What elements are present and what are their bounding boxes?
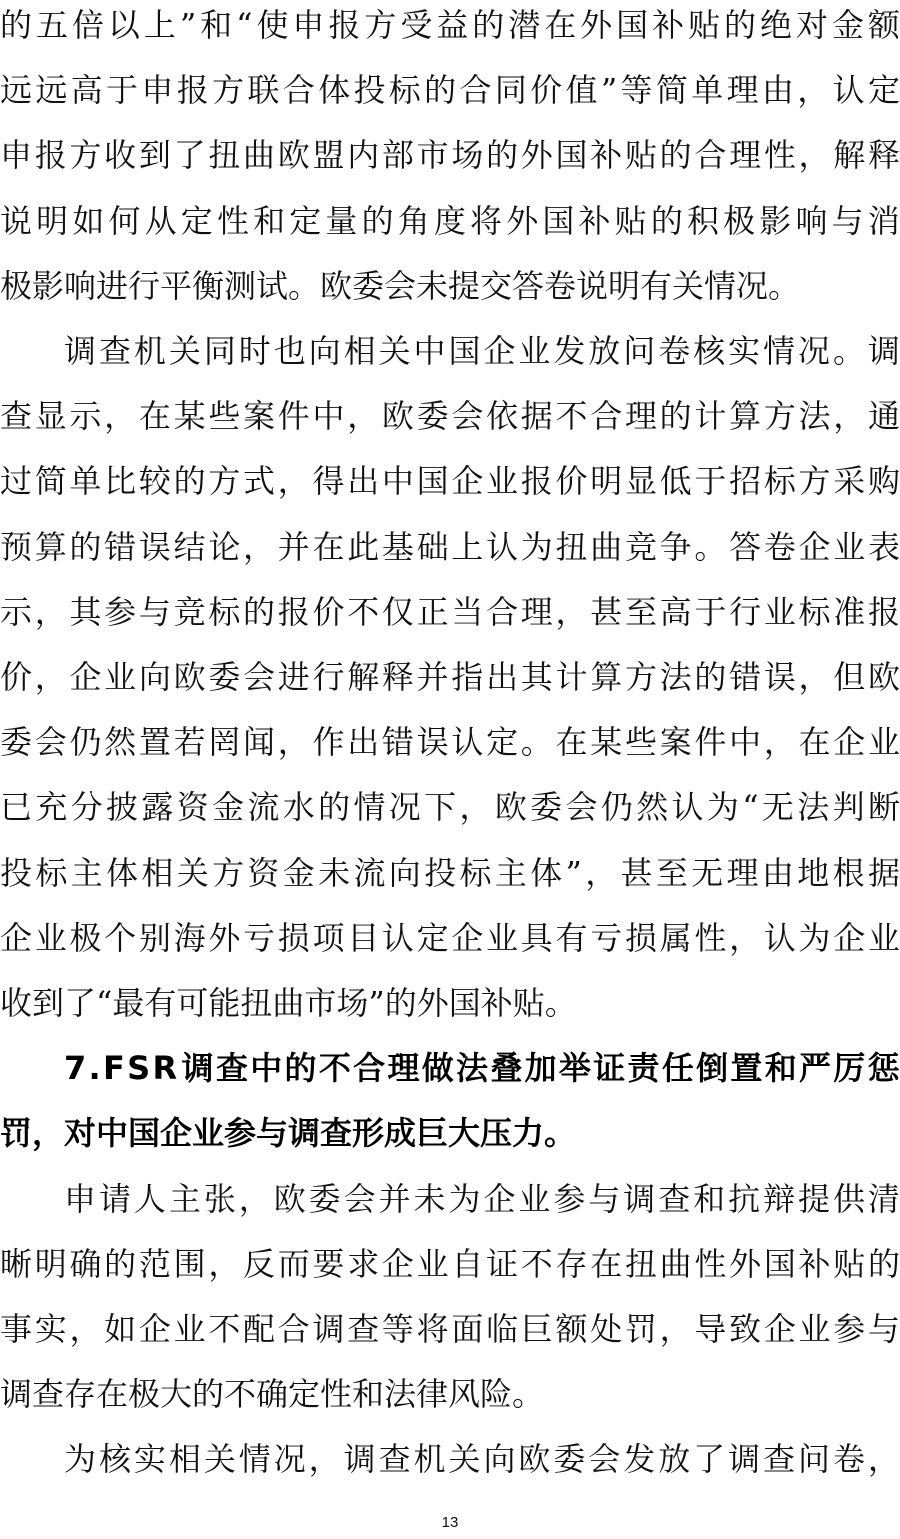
paragraph-line: 调 查 机 关 同 时 也 向 相 关 中 国 企 业 发 放 问 卷 核 实 情 况 。 调 — [64, 332, 900, 370]
paragraph-line: 极影响进行平衡测试。欧委会未提交答卷说明有关情况。 — [0, 266, 801, 305]
paragraph-line: 价 ， 企 业 向 欧 委 会 进 行 解 释 并 指 出 其 计 算 方 法 的 错 误 ， 但 欧 — [0, 658, 900, 696]
paragraph-line: 已 充 分 披 露 资 金 流 水 的 情 况 下 ， 欧 委 会 仍 然 认 为 “ 无 法 判 断 — [0, 788, 900, 827]
paragraph-line: 查 显 示 ， 在 某 些 案 件 中 ， 欧 委 会 依 据 不 合 理 的 计 算 方 法 ， 通 — [0, 397, 900, 436]
section-heading-line: 罚，对中国企业参与调查形成巨大压力。 — [0, 1114, 577, 1153]
paragraph-line: 事 实 ， 如 企 业 不 配 合 调 查 等 将 面 临 巨 额 处 罚 ， 导 致 企 业 参 与 — [0, 1310, 900, 1348]
paragraph-line: 为 核 实 相 关 情 况 ， 调 查 机 关 向 欧 委 会 发 放 了 调 查 问 卷 ， — [64, 1440, 900, 1479]
page-number: 13 — [441, 1514, 459, 1531]
paragraph-line: 企 业 极 个 别 海 外 亏 损 项 目 认 定 企 业 具 有 亏 损 属 性 ， 认 为 企 业 — [0, 918, 900, 957]
paragraph-line: 过 简 单 比 较 的 方 式 ， 得 出 中 国 企 业 报 价 明 显 低 于 招 标 方 采 购 — [0, 462, 900, 501]
paragraph-line: 申 报 方 收 到 了 扭 曲 欧 盟 内 部 市 场 的 外 国 补 贴 的 合 理 性 ， 解 释 — [0, 136, 900, 175]
paragraph-line: 收到了“最有可能扭曲市场”的外国补贴。 — [0, 984, 577, 1022]
paragraph-line: 调查存在极大的不确定性和法律风险。 — [0, 1375, 545, 1414]
paragraph-line: 预 算 的 错 误 结 论 ， 并 在 此 基 础 上 认 为 扭 曲 竞 争 。 答 卷 企 业 表 — [0, 527, 900, 566]
paragraph-line: 示 ， 其 参 与 竞 标 的 报 价 不 仅 正 当 合 理 ， 甚 至 高 于 行 业 标 准 报 — [0, 592, 900, 631]
paragraph-line: 的 五 倍 以 上 ” 和 “ 使 申 报 方 受 益 的 潜 在 外 国 补 贴 的 绝 对 金 额 — [0, 6, 900, 44]
paragraph-line: 晰 明 确 的 范 围 ， 反 而 要 求 企 业 自 证 不 存 在 扭 曲 性 外 国 补 贴 的 — [0, 1244, 900, 1283]
section-heading-line: 7 . F S R 调 查 中 的 不 合 理 做 法 叠 加 举 证 责 任 倒 置 和 严 厉 惩 — [64, 1049, 900, 1088]
paragraph-line: 说 明 如 何 从 定 性 和 定 量 的 角 度 将 外 国 补 贴 的 积 极 影 响 与 消 — [0, 201, 900, 240]
paragraph-line: 申 请 人 主 张 ， 欧 委 会 并 未 为 企 业 参 与 调 查 和 抗 辩 提 供 清 — [64, 1179, 900, 1218]
paragraph-line: 远 远 高 于 申 报 方 联 合 体 投 标 的 合 同 价 值 ” 等 简 单 理 由 ， 认 定 — [0, 71, 900, 110]
paragraph-line: 委 会 仍 然 置 若 罔 闻 ， 作 出 错 误 认 定 。 在 某 些 案 件 中 ， 在 企 业 — [0, 723, 900, 762]
paragraph-line: 投 标 主 体 相 关 方 资 金 未 流 向 投 标 主 体 ” ， 甚 至 无 理 由 地 根 据 — [0, 853, 900, 892]
